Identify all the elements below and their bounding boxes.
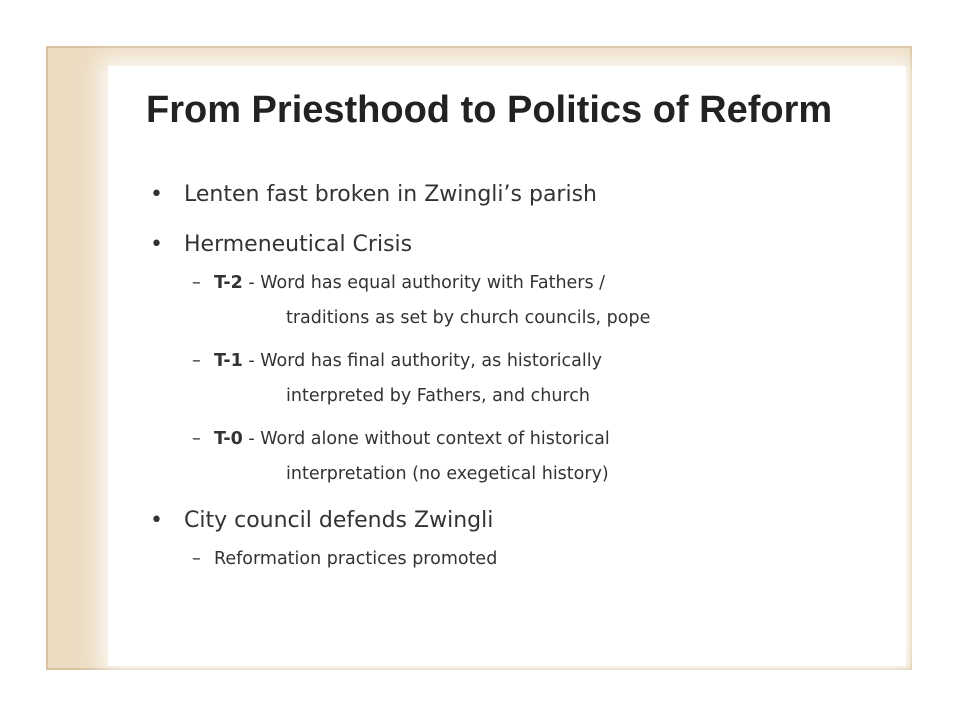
bullet-marker: • (150, 508, 163, 533)
sub-bullet-marker: – (192, 273, 201, 293)
sub-bullet-line (184, 344, 870, 379)
term-label: T-2 (214, 273, 243, 293)
bullet-marker: • (150, 232, 163, 257)
sub-bullet-item (184, 542, 870, 577)
slide-body (150, 180, 870, 585)
sub-bullet-marker: – (192, 429, 201, 449)
sub-bullet-text: - Word has final authority, as historically (242, 351, 602, 371)
bullet-text: Hermeneutical Crisis (184, 232, 413, 257)
sub-bullet-text: Reformation practices promoted (214, 549, 498, 569)
sub-bullet-line (184, 422, 870, 457)
sub-bullet-item (184, 422, 870, 492)
sub-bullet-continuation: interpretation (no exegetical history) (286, 464, 609, 484)
bullet-text: City council defends Zwingli (184, 508, 494, 533)
sub-bullet-continuation: traditions as set by church councils, pope (286, 308, 651, 328)
sub-bullet-marker: – (192, 549, 201, 569)
sub-bullet-line (184, 542, 870, 577)
bullet-marker: • (150, 182, 163, 207)
term-label: T-0 (214, 429, 243, 449)
bullet-item (150, 230, 870, 260)
slide-title: From Priesthood to Politics of Reform (146, 89, 833, 131)
bullet-item (150, 180, 870, 210)
sub-bullet-marker: – (192, 351, 201, 371)
sub-bullet-text: - Word has equal authority with Fathers / (242, 273, 606, 293)
sub-bullet-text: - Word alone without context of historical (242, 429, 610, 449)
sub-bullet-item (184, 266, 870, 336)
term-label: T-1 (214, 351, 243, 371)
sub-bullet-item (184, 344, 870, 414)
sub-bullet-line (184, 266, 870, 301)
bullet-item (150, 506, 870, 536)
bullet-text: Lenten fast broken in Zwingli’s parish (184, 182, 597, 207)
sub-bullet-continuation: interpreted by Fathers, and church (286, 386, 590, 406)
